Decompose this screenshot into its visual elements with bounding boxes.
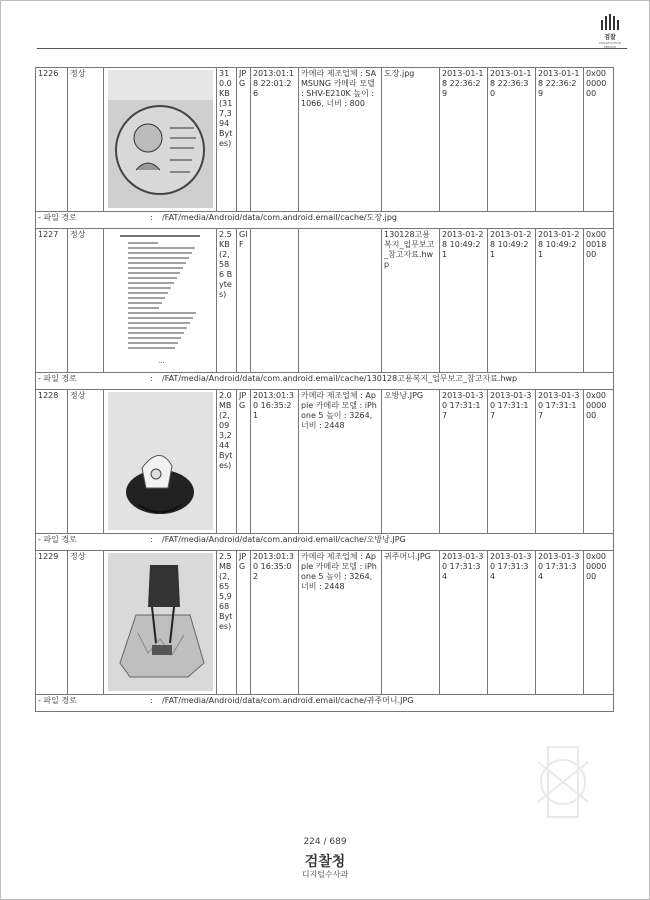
exif-metadata: 카메라 제조업체 : Apple 카메라 모델 : iPhone 5 높이 : 3264, 너비 : 2448 xyxy=(299,551,382,695)
logo-text: 검찰 xyxy=(604,34,616,41)
logo-bars-icon xyxy=(596,14,624,30)
attribute-flag: 0x00000000 xyxy=(584,390,614,534)
svg-text:...: ... xyxy=(157,357,165,365)
created-time: 2013-01-30 17:31:34 xyxy=(440,551,488,695)
page-number: 224 / 689 xyxy=(303,837,347,847)
attribute-flag: 0x00000000 xyxy=(584,68,614,212)
file-name: 귀주머니.JPG xyxy=(382,551,440,695)
file-size: 310.0KB (317,394 Bytes) xyxy=(217,68,237,212)
file-path-cell xyxy=(36,212,614,229)
document-preview-image xyxy=(108,231,213,369)
department-name: 디지털수사과 xyxy=(301,870,349,879)
path-label: - 파일 경로 xyxy=(38,535,77,544)
exif-metadata xyxy=(299,229,382,373)
attribute-flag: 0x00001800 xyxy=(584,229,614,373)
created-time: 2013-01-18 22:36:29 xyxy=(440,68,488,212)
file-path: /FAT/media/Android/data/com.android.email/cache/130128고용복지_업무보고_참고자료.hwp xyxy=(162,374,518,383)
record-number: 1229 xyxy=(36,551,68,695)
file-path-cell xyxy=(36,373,614,390)
record-row xyxy=(36,68,614,212)
thumbnail xyxy=(108,70,213,208)
record-row xyxy=(36,551,614,695)
logo-subtext: PROSECUTION SERVICE xyxy=(599,41,621,49)
path-label: - 파일 경로 xyxy=(38,696,77,705)
record-number: 1228 xyxy=(36,390,68,534)
ear-pouch-photo-image xyxy=(108,553,213,691)
file-extension: JPG xyxy=(237,390,251,534)
path-separator: : xyxy=(150,374,153,383)
path-row xyxy=(36,534,614,551)
file-size: 2.5MB (2,655,968 Bytes) xyxy=(217,551,237,695)
exif-metadata: 카메라 제조업체 : SAMSUNG 카메라 모델 : SHV-E210K 높이 : 1066, 너비 : 800 xyxy=(299,68,382,212)
path-row xyxy=(36,212,614,229)
stamp-photo-image xyxy=(108,70,213,208)
thumbnail-caption xyxy=(108,355,213,365)
attribute-flag: 0x00000000 xyxy=(584,551,614,695)
exif-metadata: 카메라 제조업체 : Apple 카메라 모델 : iPhone 5 높이 : 3264, 너비 : 2448 xyxy=(299,390,382,534)
date-taken: 2013:01:30 16:35:21 xyxy=(251,390,299,534)
thumbnail-caption xyxy=(108,194,213,204)
thumbnail-cell xyxy=(104,551,217,695)
record-status: 정상 xyxy=(68,229,104,373)
file-records-table xyxy=(35,67,614,712)
path-separator: : xyxy=(150,696,153,705)
created-time: 2013-01-28 10:49:21 xyxy=(440,229,488,373)
thumbnail-cell xyxy=(104,390,217,534)
header-divider xyxy=(37,48,627,49)
record-number: 1227 xyxy=(36,229,68,373)
thumbnail xyxy=(108,231,213,369)
modified-time: 2013-01-30 17:31:34 xyxy=(488,551,536,695)
file-name: 오방낭.JPG xyxy=(382,390,440,534)
pouch-photo-image xyxy=(108,392,213,530)
date-taken: 2013:01:18 22:01:26 xyxy=(251,68,299,212)
record-status: 정상 xyxy=(68,551,104,695)
path-separator: : xyxy=(150,535,153,544)
path-row xyxy=(36,373,614,390)
created-time: 2013-01-30 17:31:17 xyxy=(440,390,488,534)
file-path: /FAT/media/Android/data/com.android.email/cache/도장.jpg xyxy=(162,213,398,222)
file-size: 2.0MB (2,093,244 Bytes) xyxy=(217,390,237,534)
file-extension: GIF xyxy=(237,229,251,373)
accessed-time: 2013-01-28 10:49:21 xyxy=(536,229,584,373)
path-label: - 파일 경로 xyxy=(38,213,77,222)
record-status: 정상 xyxy=(68,390,104,534)
organization-name: 검찰청 xyxy=(304,854,346,870)
accessed-time: 2013-01-18 22:36:29 xyxy=(536,68,584,212)
file-name: 도장.jpg xyxy=(382,68,440,212)
thumbnail xyxy=(108,392,213,530)
record-status: 정상 xyxy=(68,68,104,212)
thumbnail-cell xyxy=(104,68,217,212)
file-size: 2.5KB (2,586 Bytes) xyxy=(217,229,237,373)
date-taken: 2013:01:30 16:35:02 xyxy=(251,551,299,695)
record-number: 1226 xyxy=(36,68,68,212)
file-path: /FAT/media/Android/data/com.android.email/cache/오방낭.JPG xyxy=(162,535,406,544)
file-path-cell xyxy=(36,695,614,712)
prosecution-logo xyxy=(596,14,624,49)
record-row xyxy=(36,390,614,534)
watermark-emblem xyxy=(528,742,598,822)
accessed-time: 2013-01-30 17:31:34 xyxy=(536,551,584,695)
file-extension: JPG xyxy=(237,68,251,212)
record-row xyxy=(36,229,614,373)
thumbnail-cell xyxy=(104,229,217,373)
thumbnail xyxy=(108,553,213,691)
file-name: 130128고용복지_업무보고_참고자료.hwp xyxy=(382,229,440,373)
file-path-cell xyxy=(36,534,614,551)
path-separator: : xyxy=(150,213,153,222)
date-taken xyxy=(251,229,299,373)
file-path: /FAT/media/Android/data/com.android.email/cache/귀주머니.JPG xyxy=(162,696,414,705)
modified-time: 2013-01-30 17:31:17 xyxy=(488,390,536,534)
modified-time: 2013-01-18 22:36:30 xyxy=(488,68,536,212)
file-extension: JPG xyxy=(237,551,251,695)
modified-time: 2013-01-28 10:49:21 xyxy=(488,229,536,373)
path-row xyxy=(36,695,614,712)
path-label: - 파일 경로 xyxy=(38,374,77,383)
accessed-time: 2013-01-30 17:31:17 xyxy=(536,390,584,534)
